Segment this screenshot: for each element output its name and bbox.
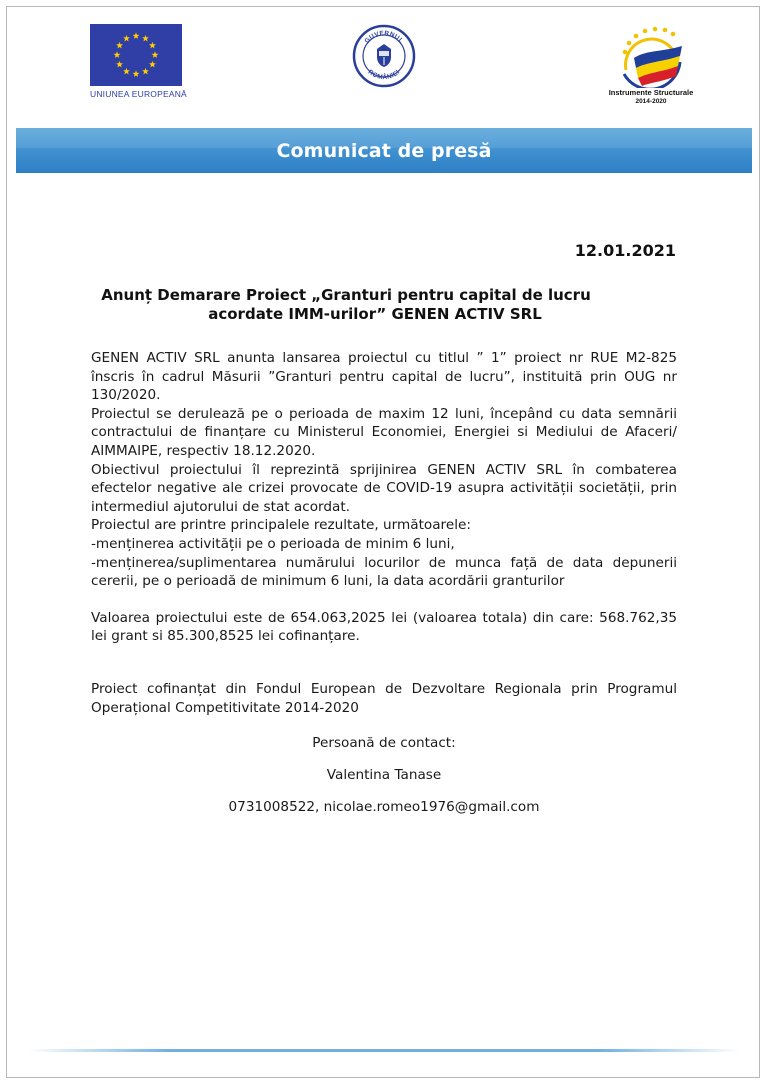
svg-text:ROMÂNIEI: ROMÂNIEI: [366, 68, 402, 82]
instrumente-structurale-icon: [596, 22, 706, 88]
document-date: 12.01.2021: [574, 241, 676, 260]
instrumente-structurale-caption: [596, 88, 706, 106]
heading-line-1: Anunț Demarare Proiect „Granturi pentru capital de lucru: [101, 286, 591, 304]
page-title: Comunicat de presă: [276, 139, 492, 162]
document-body: [91, 349, 677, 717]
contact-block: [91, 734, 677, 830]
is-caption-title: Instrumente Structurale: [608, 88, 694, 97]
body-paragraph: Obiectivul proiectului îl reprezintă sprijinirea GENEN ACTIV SRL în combaterea efectelor negative ale crizei provocate de COVID-19 asupra activității societății, prin intermediul ajutorului de stat acordat.: [91, 461, 677, 515]
contact-name: Valentina Tanase: [326, 767, 442, 783]
project-value-paragraph: Valoarea proiectului este de 654.063,2025 lei (valoarea totala) din care: 568.762,35 lei grant si 85.300,8525 lei cofinanțare.: [91, 609, 677, 645]
cofinance-paragraph: Proiect cofinanțat din Fondul European de Dezvoltare Regionala prin Programul Operațional Competitivitate 2014-2020: [91, 680, 677, 716]
instrumente-structurale-logo: [596, 22, 706, 112]
banner-gloss: [16, 128, 752, 148]
body-list-item: -menținerea activității pe o perioada de minim 6 luni,: [91, 535, 455, 552]
eu-flag-icon: [90, 24, 182, 86]
romanian-government-seal-icon: [352, 24, 416, 88]
svg-text:GUVERNUL: GUVERNUL: [363, 29, 405, 45]
heading-line-2: acordate IMM-urilor” GENEN ACTIV SRL: [208, 305, 542, 323]
eu-logo: [90, 24, 187, 99]
eu-caption: UNIUNEA EUROPEANĂ: [90, 89, 187, 99]
body-paragraph: Proiectul are printre principalele rezultate, următoarele:: [91, 517, 471, 534]
document-heading: [80, 286, 640, 324]
footer-divider: [28, 1049, 740, 1052]
is-caption-years: 2014-2020: [635, 98, 667, 105]
body-list-item: -menținerea/suplimentarea numărului locurilor de munca față de data depunerii cererii, pe o perioadă de minimum 6 luni, la data acordării granturilor: [91, 554, 677, 590]
body-paragraph: Proiectul se derulează pe o perioada de maxim 12 luni, începând cu data semnării contractului de finanțare cu Ministerul Economiei, Energiei si Mediului de Afaceri/ AIMMAIPE, respectiv 18.12.2020.: [91, 405, 677, 459]
contact-details: 0731008522, nicolae.romeo1976@gmail.com: [228, 799, 540, 815]
body-paragraph: GENEN ACTIV SRL anunta lansarea proiectul cu titlul ” 1” proiect nr RUE M2-825 înscris în cadrul Măsurii ”Granturi pentru capital de lucru”, instituită prin OUG nr 130/2020.: [91, 350, 677, 404]
contact-label: Persoană de contact:: [312, 735, 456, 751]
press-release-banner: [16, 128, 752, 173]
